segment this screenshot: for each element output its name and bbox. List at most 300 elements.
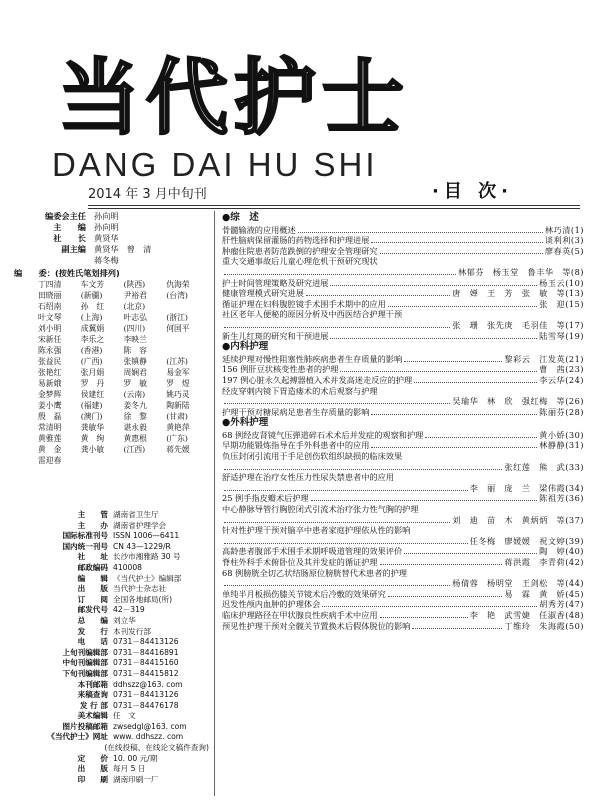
board-members [14, 268, 209, 466]
leader-dots [322, 600, 537, 607]
leader-dots [425, 431, 537, 438]
leader-dots [224, 516, 450, 523]
board-member-name: 周娴君 [123, 368, 147, 377]
article-title[interactable]: 156 例肝豆状核变性患者的护理 [222, 364, 339, 375]
editorial-value: 黄贤华 曾 清 [94, 244, 152, 254]
article-author-page: 林郁芬 杨玉堂 鲁丰华 等(8) [457, 266, 584, 277]
board-member-row [14, 301, 209, 312]
editorial-label: 社 长 [53, 233, 86, 243]
article-author-page: 易 霖 黄 娇(45) [504, 588, 584, 599]
toc-entry[interactable] [222, 589, 584, 600]
publication-line [14, 605, 209, 616]
leader-dots [412, 622, 502, 629]
board-member-row [14, 422, 209, 433]
publication-line [14, 658, 209, 669]
editorial-label: 编委会主任 [45, 211, 86, 221]
article-title[interactable]: 循证护理在妇科腹腔镜手术围手术期中的应用 [222, 298, 386, 309]
toc-entry[interactable] [222, 599, 584, 610]
board-member-row [14, 323, 209, 334]
board-member-row [14, 334, 209, 345]
toc-entry[interactable] [222, 536, 584, 547]
board-member-name: (陕西) [123, 280, 146, 289]
publication-label: 定 价 [77, 753, 108, 763]
board-member-name: 黄惠根 [123, 434, 147, 443]
toc-entry[interactable] [222, 440, 584, 451]
publication-value: (在线投稿、在线论文稿件查询) [104, 743, 209, 753]
board-member-name: 宋新任 [38, 335, 62, 344]
publication-label: 印 刷 [77, 774, 108, 784]
toc-entry[interactable] [222, 331, 584, 342]
article-title[interactable]: 护士时间管理策略及研究进展 [222, 277, 329, 288]
journal-title-pinyin: DANG DAI HU SHI [52, 146, 378, 183]
publication-line [14, 701, 209, 712]
article-author-page: 廖春英(5) [544, 245, 584, 256]
board-member-name [166, 301, 209, 312]
publication-value: 全国各地邮局(所) [113, 594, 173, 604]
publication-line [14, 743, 209, 754]
article-author-page: 林巧清(1) [544, 224, 584, 235]
board-member-name: 仇海荣 [166, 280, 190, 289]
leader-dots [330, 332, 537, 339]
board-member-name: 张月娟 [80, 368, 105, 377]
board-member-name: 徐 黎 [123, 412, 147, 421]
board-member-name: 何国平 [166, 324, 190, 333]
publication-line [14, 616, 209, 627]
editorial-value: 孙向明 [94, 222, 119, 232]
editorial-line [14, 211, 209, 222]
toc-entry[interactable] [222, 375, 584, 386]
board-member-name [166, 345, 209, 356]
board-member-name: (江西) [123, 445, 146, 454]
toc-entry[interactable] [222, 621, 584, 632]
publication-label: 邮发代号 [77, 605, 108, 615]
board-member-row [14, 356, 209, 367]
publication-label: 主 管 [77, 510, 108, 519]
article-title[interactable]: 重大交通事故后儿童心理危机干预研究现状 [222, 256, 378, 267]
publication-value: zwsedgl@163. com [113, 721, 187, 731]
article-author-page: 刘 迪 苗 木 黄炳炳 等(37) [452, 514, 584, 525]
publication-value: 湖南印刷一厂 [113, 774, 159, 784]
leader-dots [388, 590, 503, 597]
article-title[interactable]: 社区老年人便秘的原因分析及中西医结合护理干预 [222, 309, 403, 320]
leader-dots [298, 226, 543, 233]
publication-line [14, 531, 209, 542]
publication-label: 主 办 [77, 520, 108, 530]
toc-entry[interactable] [222, 396, 584, 407]
board-member-name: 张镇静 [123, 357, 147, 366]
board-member-row [14, 279, 209, 290]
leader-dots [380, 611, 468, 618]
publication-label: 国际标准刊号 [62, 531, 108, 541]
board-member-name: 蒋先媛 [166, 445, 190, 454]
publication-value: 10. 00 元/期 [113, 753, 158, 763]
board-member-name: 张益民 [38, 357, 62, 366]
article-author-page: 谈利利(3) [544, 235, 584, 246]
publication-label: 出 版 [77, 584, 108, 594]
publication-value: CN 43—1229/R [113, 541, 171, 551]
board-member-name: (广西) [80, 357, 103, 366]
publication-value: ISSN 1006—6411 [113, 531, 180, 541]
editorial-value: 孙向明 [94, 211, 119, 221]
publication-line [14, 711, 209, 722]
publication-line [14, 552, 209, 563]
publication-label: 中旬刊编辑部 [62, 658, 108, 668]
toc-entry[interactable] [222, 610, 584, 621]
publication-label: 《当代护士》网址 [47, 732, 108, 742]
board-member-name: 罗 敏 [123, 379, 147, 388]
article-author-page: 李 艳 武雪婕 任淑香(48) [469, 609, 584, 620]
board-members-heading: 编 委：(按姓氏笔划排列) [14, 268, 120, 278]
board-member-row [14, 389, 209, 400]
leader-dots [224, 321, 450, 328]
editorial-line [14, 244, 209, 255]
table-of-contents [222, 212, 584, 631]
board-member-name: (福建) [80, 401, 103, 410]
publication-line [14, 595, 209, 606]
board-member-name: 雷迎春 [38, 456, 62, 465]
publication-label: 下旬刊编辑部 [62, 668, 108, 678]
publication-line [14, 584, 209, 595]
board-member-name: 丁四清 [38, 280, 62, 289]
board-member-row [14, 433, 209, 444]
board-member-name: 罗 煜 [166, 379, 190, 388]
article-title[interactable]: 单纯半月板损伤膝关节镜术后冷敷的效果研究 [222, 588, 386, 599]
board-member-row [14, 345, 209, 356]
publication-value: 每月 5 日 [113, 764, 146, 774]
toc-entry[interactable] [222, 515, 584, 526]
publication-line [14, 764, 209, 775]
leader-dots [224, 579, 450, 586]
board-member-name: 姜冬九 [123, 401, 147, 410]
toc-entry[interactable] [222, 235, 584, 246]
article-title[interactable]: 197 例心脏永久起搏器植入术并发高迷走反应的护理 [222, 374, 413, 385]
board-member-name: 尹裕君 [123, 291, 147, 300]
toc-entry[interactable] [222, 462, 584, 473]
section-heading: ●综 述 [222, 212, 259, 223]
publication-value: 0731－84476178 [113, 700, 179, 710]
article-author-page: 胡秀芳(47) [539, 599, 584, 610]
article-author-page: 黎彩云 江发英(21) [504, 353, 584, 364]
article-title[interactable]: 肿瘤住院患者防范跌倒的护理安全管理研究 [222, 245, 378, 256]
leader-dots [414, 376, 537, 383]
board-member-name [124, 455, 167, 466]
article-author-page: 陶 婷(40) [539, 546, 584, 557]
publication-line [14, 627, 209, 638]
leader-dots [224, 537, 468, 544]
article-author-page: 张 珊 张先庚 毛羽佳 等(17) [452, 319, 584, 330]
publication-label: 美术编辑 [77, 711, 108, 721]
publication-line [14, 732, 209, 743]
article-title[interactable]: 迟发性颅内血肿的护理体会 [222, 599, 321, 610]
editorial-value: 黄贤华 [94, 233, 119, 243]
publication-label: 来稿查询 [77, 690, 108, 700]
leader-dots [404, 355, 502, 362]
board-member-name: 侯建红 [80, 390, 105, 399]
board-member-name: 龚敏华 [80, 423, 105, 432]
leader-dots [380, 558, 503, 565]
editorial-label [14, 255, 86, 266]
article-author-page: 丁维玲 朱海霞(50) [504, 620, 584, 631]
board-member-name: 孙 红 [80, 302, 105, 311]
article-author-page: 杨玉云(10) [539, 277, 584, 288]
publication-value: 当代护士杂志社 [113, 584, 167, 594]
board-member-name: 易金军 [166, 368, 190, 377]
board-member-name: 陶新陆 [166, 401, 190, 410]
board-member-name: (甘肃) [166, 412, 188, 421]
board-member-name: 龚小敏 [80, 445, 105, 454]
article-title[interactable]: 脊柱外科手术俯卧位及其并发症的循证护理 [222, 557, 378, 567]
leader-dots [224, 463, 502, 470]
leader-dots [224, 268, 456, 275]
contents-heading: ·目 次· [432, 181, 513, 202]
board-member-name: 黄艳萍 [166, 423, 190, 432]
toc-entry[interactable] [222, 225, 584, 236]
toc-entry[interactable] [222, 493, 584, 504]
article-title[interactable]: 经皮穿刺内镜下胃造瘘术的术后观察与护理 [222, 385, 378, 396]
publication-value: 任 文 [113, 711, 136, 721]
board-member-name: 张艳红 [38, 368, 62, 377]
board-member-name: 金梦辉 [38, 390, 62, 399]
article-title[interactable]: 预见性护理干预对全髋关节置换术后假体脱位的影响 [222, 620, 411, 631]
toc-entry[interactable] [222, 288, 584, 299]
board-member-name: (上海) [80, 313, 103, 322]
publication-line [14, 680, 209, 691]
editorial-value: 蒋冬梅 [94, 255, 119, 265]
board-member-row [14, 290, 209, 301]
header-rule-second [88, 208, 580, 209]
publication-value: 0731－84415160 [113, 658, 179, 668]
publication-value: 长沙市湘雅路 30 号 [113, 552, 181, 562]
board-member-name: 田晓丽 [38, 291, 62, 300]
leader-dots [388, 300, 537, 307]
board-member-name: 殷 磊 [38, 412, 62, 421]
article-title[interactable]: 25 例手指皮瓣术后护理 [222, 493, 309, 504]
publication-label: 邮政编码 [77, 562, 108, 572]
publication-label: 图片投稿邮箱 [62, 721, 108, 731]
editorial-line [14, 255, 209, 266]
article-author-page: 李 丽 庞 兰 梁伟霞(34) [469, 482, 584, 493]
board-member-name: 成翼娟 [80, 324, 105, 333]
board-member-name: 黄雅莲 [38, 434, 62, 443]
publication-label: 国内统一刊号 [62, 541, 108, 551]
publication-label: 电 话 [77, 637, 108, 647]
leader-dots [311, 494, 537, 501]
article-title[interactable]: 护理干预对糖尿病足患者生存质量的影响 [222, 406, 370, 417]
section-heading: ●内科护理 [222, 341, 269, 353]
board-member-row [14, 378, 209, 389]
board-member-name: 车文芳 [80, 280, 105, 289]
editorial-label: 主 编 [53, 222, 86, 232]
board-member-name: 常清明 [38, 423, 62, 432]
publication-line [14, 722, 209, 733]
publication-label: 上旬刊编辑部 [62, 647, 108, 657]
editorial-line [14, 222, 209, 233]
publication-line [14, 754, 209, 765]
board-member-name: (云南) [123, 390, 146, 399]
leader-dots [371, 408, 537, 415]
board-member-row [14, 400, 209, 411]
article-author-page: 陈祖芳(36) [539, 493, 584, 504]
column-divider [214, 211, 215, 796]
publication-value: 0731－84413126 [113, 637, 179, 647]
toc-entry[interactable] [222, 364, 584, 375]
leader-dots [340, 365, 537, 372]
article-title[interactable]: 肝性脑病保留灌肠的药物选择和护理进展 [222, 235, 370, 246]
board-member-name: 李乐之 [80, 335, 105, 344]
board-member-name: 叶志弘 [123, 313, 147, 322]
article-title[interactable]: 舒适护理在治疗女性压力性尿失禁患者中的应用 [222, 472, 394, 483]
publication-label: 订 阅 [77, 594, 108, 604]
publication-label: 社 址 [77, 552, 108, 562]
publication-label: 出 版 [77, 764, 108, 774]
board-member-name: 叶文琴 [38, 313, 62, 322]
article-title[interactable]: 早期功能锻炼指导在手外科患者中的应用 [222, 440, 370, 451]
article-author-page: 杨倩蓉 杨明堂 王剑松 等(44) [452, 578, 584, 589]
publication-line [14, 637, 209, 648]
publication-value: ddhszz@163. com [113, 679, 183, 689]
publication-value: 刘立华 [113, 615, 136, 625]
article-title[interactable]: 延续护理对慢性阻塞性肺疾病患者生存质量的影响 [222, 353, 403, 364]
publication-label: 编 辑 [77, 573, 108, 583]
article-author-page: 陆雪琴(19) [539, 330, 584, 341]
board-member-name: 石绍南 [38, 302, 62, 311]
toc-entry[interactable] [222, 267, 584, 278]
toc-entry[interactable] [222, 407, 584, 418]
board-member-row [14, 312, 209, 323]
toc-entry[interactable] [222, 354, 584, 365]
article-title[interactable]: 68 例经皮肾镜气压弹道碎石术术后并发症的观察和护理 [222, 429, 424, 440]
board-member-row [14, 444, 209, 455]
article-author-page: 吴瑜华 林 欣 强红梅 等(26) [452, 396, 584, 407]
leader-dots [404, 547, 537, 554]
toc-entry[interactable] [222, 246, 584, 257]
board-member-name: (广东) [166, 434, 188, 443]
article-title[interactable]: 骨髓输液的应用概述 [222, 224, 296, 235]
board-member-row [14, 367, 209, 378]
publication-line [14, 669, 209, 680]
board-member-name: (香港) [80, 346, 103, 355]
leader-dots [380, 247, 543, 254]
article-title[interactable]: 高龄患者腹部手术围手术期呼吸道管理的效果评价 [222, 546, 403, 557]
publication-value: 0731－84413126 [113, 690, 179, 700]
publication-value: 42－319 [113, 605, 145, 615]
board-member-name [166, 455, 209, 466]
article-title[interactable]: 68 例膀胱全切乙状结肠原位膀胱替代术患者的护理 [222, 567, 407, 578]
editorial-board [14, 211, 209, 466]
article-author-page: 张 迎(15) [539, 298, 584, 309]
toc-entry[interactable] [222, 578, 584, 589]
toc-entry[interactable] [222, 299, 584, 310]
board-member-name: 刘小明 [38, 324, 62, 333]
article-author-page: 唐 婵 王 芳 张 敏 等(13) [452, 288, 584, 299]
toc-entry[interactable] [222, 278, 584, 289]
editorial-line [14, 233, 209, 244]
board-member-name: 姚巧灵 [166, 390, 190, 399]
board-member-name: (北京) [123, 302, 146, 311]
board-member-name: (江苏) [166, 357, 188, 366]
board-member-name: 姜小鹰 [38, 401, 62, 410]
publication-info [14, 510, 209, 785]
publication-label: 发 行 [77, 626, 108, 636]
article-author-page: 陈丽芬(28) [539, 406, 584, 417]
article-author-page: 黄小娇(30) [539, 429, 584, 440]
toc-entry[interactable] [222, 320, 584, 331]
editorial-label: 副主编 [61, 244, 86, 254]
publication-line [14, 521, 209, 532]
issue-date: 2014 年 3 月中旬刊 [88, 187, 207, 202]
publication-label: 本刊邮箱 [77, 679, 108, 689]
leader-dots [371, 441, 537, 448]
toc-entry[interactable] [222, 546, 584, 557]
publication-line [14, 690, 209, 701]
article-author-page: 林静静(31) [539, 440, 584, 451]
board-member-name: 罗 丹 [80, 379, 105, 388]
article-title[interactable]: 针对性护理干预对脑卒中患者家庭护理依从性的影响 [222, 525, 411, 536]
board-member-name [81, 455, 124, 466]
board-member-name: 陈永强 [38, 346, 62, 355]
board-member-name: 陈 容 [123, 346, 147, 355]
board-member-name: (台湾) [166, 291, 188, 300]
article-author-page: 李云华(24) [539, 374, 584, 385]
leader-dots [306, 289, 450, 296]
publication-line [14, 648, 209, 659]
article-author-page: 曹 茜(23) [539, 364, 584, 375]
publication-line [14, 510, 209, 521]
publication-label: 总 编 [77, 615, 108, 625]
publication-label [14, 743, 99, 754]
leader-dots [330, 279, 537, 286]
article-title[interactable]: 新生儿红斑的研究和干预进展 [222, 330, 329, 341]
publication-line [14, 563, 209, 574]
publication-line [14, 542, 209, 553]
leader-dots [224, 484, 468, 491]
board-member-name: (四川) [123, 324, 146, 333]
publication-value: 湖南省卫生厅 [113, 510, 159, 519]
publication-value: 湖南省护理学会 [113, 520, 167, 530]
toc-entry[interactable] [222, 430, 584, 441]
leader-dots [371, 236, 542, 243]
article-author-page: 张红莲 熊 武(33) [504, 461, 584, 472]
toc-entry[interactable] [222, 557, 584, 568]
publication-value: 本刊发行部 [113, 626, 151, 636]
section-heading: ●外科护理 [222, 417, 269, 429]
board-member-name: 黄 绚 [80, 434, 105, 443]
board-member-name: 李映兰 [123, 335, 147, 344]
board-member-name [166, 334, 209, 345]
article-title[interactable]: 临床护理路径在甲状腺良性疾病手术中应用 [222, 609, 378, 620]
board-member-name: 黄 金 [38, 445, 62, 454]
publication-label: 发 行 部 [79, 700, 108, 710]
publication-line [14, 775, 209, 786]
publication-line [14, 574, 209, 585]
article-title[interactable]: 负压封闭引流用于手足创伤软组织缺损的临床效果 [222, 451, 403, 462]
article-author-page: 蒋洪霞 李青荷(42) [504, 557, 584, 567]
board-member-name: (浙江) [166, 313, 188, 322]
publication-value: 0731－84415812 [113, 668, 179, 678]
article-author-page: 任冬梅 廖媛媛 祝文婷(39) [469, 535, 584, 546]
board-member-name: 谌永毅 [123, 423, 147, 432]
publication-value: 0731－84416891 [113, 647, 179, 657]
leader-dots [224, 397, 450, 404]
toc-entry[interactable] [222, 483, 584, 494]
article-title[interactable]: 中心静脉导管行胸腔闭式引流术治疗张力性气胸的护理 [222, 504, 419, 515]
publication-value: www. ddhszz. com [113, 732, 184, 742]
journal-title-chinese: 当代护士 [58, 51, 411, 146]
publication-value: 410008 [113, 562, 142, 572]
publication-value: 《当代护士》编辑部 [113, 573, 182, 583]
board-member-row [14, 411, 209, 422]
article-title[interactable]: 健康管理模式研究进展 [222, 288, 304, 299]
